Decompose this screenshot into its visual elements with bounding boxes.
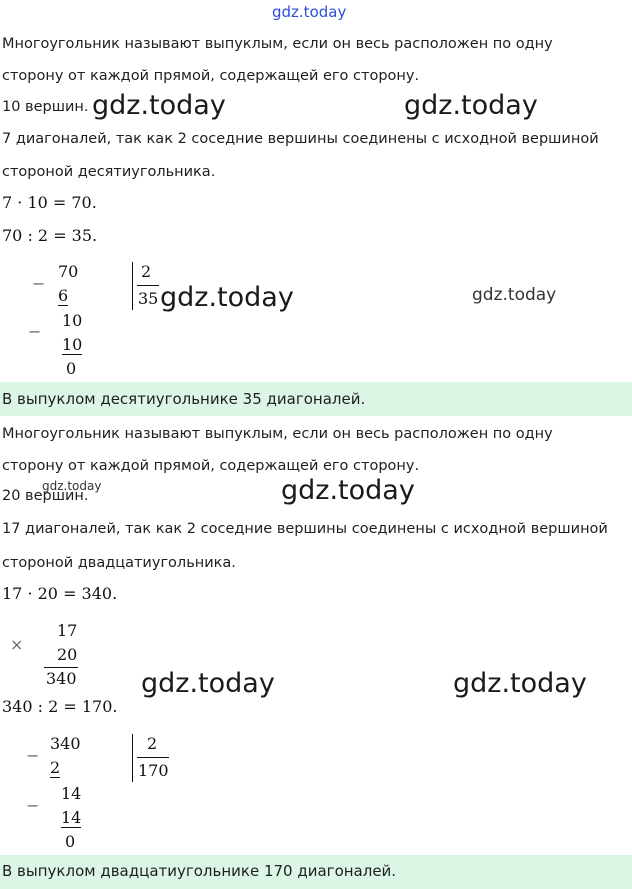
remainder: 14 [61,784,82,803]
diagonals-line-1: 7 диагоналей, так как 2 соседние вершины соединены с исходной вершиной [2,131,599,147]
definition-line-1: Многоугольник называют выпуклым, если он весь расположен по одну [2,426,553,442]
final-remainder: 0 [66,359,77,378]
equation-multiply: 17 · 20 = 340. [2,584,118,603]
final-remainder: 0 [65,832,76,851]
times-sign: × [10,635,24,654]
subtrahend: 2 [50,758,61,777]
minus-sign: − [26,746,40,765]
divisor: 2 [147,734,158,753]
watermark: gdz.today [453,668,587,699]
factor-a: 17 [57,621,78,640]
quotient-line [137,757,169,758]
quotient: 170 [138,761,169,780]
watermark: gdz.today [141,668,275,699]
watermark: gdz.today [404,90,538,121]
watermark: gdz.today [92,90,226,121]
dividend: 340 [50,734,81,753]
watermark: gdz.today [42,479,102,493]
divisor: 2 [141,262,152,281]
minus-sign: − [28,322,42,341]
division-bar [132,734,133,782]
equation-divide: 70 : 2 = 35. [2,226,98,245]
subtrahend: 10 [62,335,83,354]
factor-b: 20 [57,645,78,664]
watermark-top: gdz.today [272,3,347,21]
subtrahend: 6 [58,286,69,305]
equation-multiply: 7 · 10 = 70. [2,193,97,212]
vertices-count: 10 вершин. [2,99,89,115]
subtrahend: 14 [61,808,82,827]
minus-sign: − [32,274,46,293]
diagonals-line-2: стороной двадцатиугольника. [2,555,236,571]
vertices-count: 20 вершин. [2,488,89,504]
product: 340 [46,669,77,688]
definition-line-1: Многоугольник называют выпуклым, если он весь расположен по одну [2,36,553,52]
division-bar [132,262,133,310]
answer: В выпуклом двадцатиугольнике 170 диагоналей. [2,862,397,880]
minus-sign: − [26,796,40,815]
diagonals-line-1: 17 диагоналей, так как 2 соседние вершины соединены с исходной вершиной [2,521,608,537]
remainder: 10 [62,311,83,330]
quotient-line [137,285,159,286]
watermark: gdz.today [160,282,294,313]
diagonals-line-2: стороной десятиугольника. [2,164,216,180]
watermark: gdz.today [281,475,415,506]
definition-line-2: сторону от каждой прямой, содержащей его сторону. [2,458,420,474]
definition-line-2: сторону от каждой прямой, содержащей его сторону. [2,68,420,84]
product-line [44,667,78,668]
answer: В выпуклом десятиугольнике 35 диагоналей. [2,390,366,408]
quotient: 35 [138,289,159,308]
dividend: 70 [58,262,79,281]
equation-divide: 340 : 2 = 170. [2,697,118,716]
watermark: gdz.today [472,285,557,305]
